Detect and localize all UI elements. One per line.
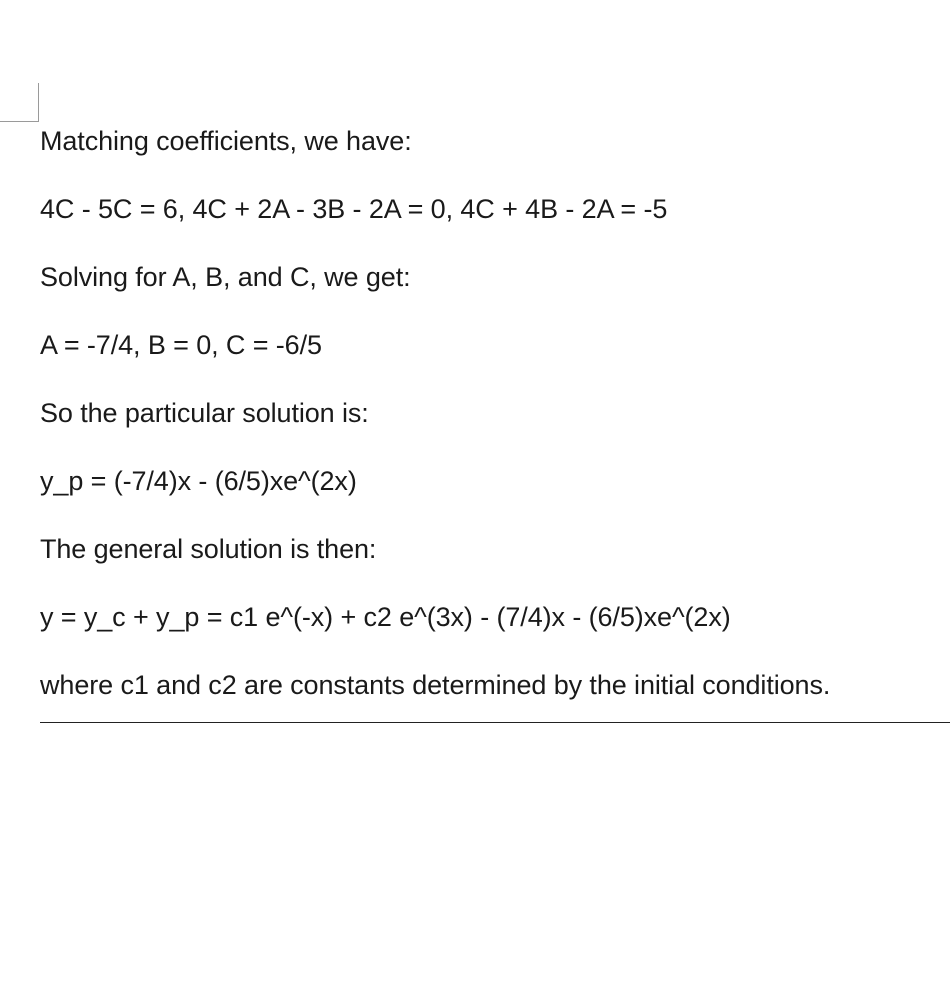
paragraph-matching-coefficients: Matching coefficients, we have:	[40, 126, 412, 156]
horizontal-rule	[40, 722, 950, 723]
document-body	[40, 118, 945, 708]
paragraph-solving-intro: Solving for A, B, and C, we get:	[40, 262, 411, 292]
paragraph-constants-note: where c1 and c2 are constants determined by the initial conditions.	[40, 670, 831, 700]
paragraph-coefficient-values: A = -7/4, B = 0, C = -6/5	[40, 330, 322, 360]
paragraph-particular-solution: y_p = (-7/4)x - (6/5)xe^(2x)	[40, 466, 357, 496]
page-corner-mark	[0, 83, 39, 122]
paragraph-coefficient-equations: 4C - 5C = 6, 4C + 2A - 3B - 2A = 0, 4C + 4B - 2A = -5	[40, 194, 668, 224]
paragraph-general-intro: The general solution is then:	[40, 534, 377, 564]
paragraph-particular-intro: So the particular solution is:	[40, 398, 369, 428]
paragraph-general-solution: y = y_c + y_p = c1 e^(-x) + c2 e^(3x) - (7/4)x - (6/5)xe^(2x)	[40, 602, 731, 632]
